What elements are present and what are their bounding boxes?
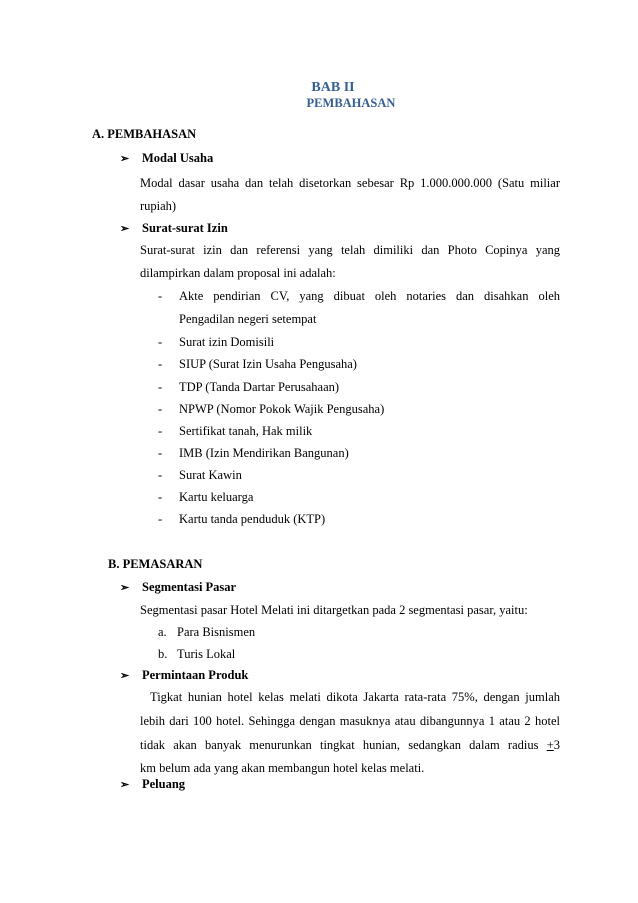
list-dash: - bbox=[158, 289, 163, 303]
list-dash: - bbox=[158, 357, 163, 371]
segmentasi-item-a: Para Bisnismen bbox=[177, 625, 256, 639]
modal-usaha-line1: Modal dasar usaha dan telah disetorkan sebesar Rp 1.000.000.000 (Satu miliar bbox=[140, 176, 560, 190]
list-dash: - bbox=[158, 490, 163, 504]
izin-item-6: Sertifikat tanah, Hak milik bbox=[179, 424, 313, 438]
segmentasi-item-b-label: b. bbox=[158, 647, 168, 661]
peluang-title: Peluang bbox=[142, 777, 186, 791]
arrow-bullet-icon: ➢ bbox=[120, 153, 130, 165]
permintaan-line1: Tigkat hunian hotel kelas melati dikota Jakarta rata-rata 75%, dengan jumlah bbox=[150, 690, 560, 704]
list-dash: - bbox=[158, 424, 163, 438]
radius-value: 3 bbox=[553, 738, 560, 752]
izin-item-8: Surat Kawin bbox=[179, 468, 242, 482]
arrow-bullet-icon: ➢ bbox=[120, 670, 130, 682]
izin-item-7: IMB (Izin Mendirikan Bangunan) bbox=[179, 446, 349, 460]
izin-item-1-cont: Pengadilan negeri setempat bbox=[179, 312, 317, 326]
izin-item-4: TDP (Tanda Dartar Perusahaan) bbox=[179, 380, 340, 394]
section-a-heading: A. PEMBAHASAN bbox=[92, 127, 197, 141]
section-b-heading: B. PEMASARAN bbox=[108, 557, 203, 571]
arrow-bullet-icon: ➢ bbox=[120, 582, 130, 594]
list-dash: - bbox=[158, 402, 163, 416]
surat-izin-line2: dilampirkan dalam proposal ini adalah: bbox=[140, 266, 336, 280]
permintaan-line3-text: tidak akan banyak menurunkan tingkat hunian, sedangkan dalam radius bbox=[140, 738, 547, 752]
arrow-bullet-icon: ➢ bbox=[120, 223, 130, 235]
plus-minus-sign: + bbox=[546, 738, 554, 752]
list-dash: - bbox=[158, 512, 163, 526]
list-dash: - bbox=[158, 446, 163, 460]
izin-item-10: Kartu tanda penduduk (KTP) bbox=[179, 512, 326, 526]
permintaan-line4: km belum ada yang akan membangun hotel kelas melati. bbox=[140, 761, 425, 775]
modal-usaha-heading bbox=[120, 151, 213, 166]
peluang-heading bbox=[120, 777, 185, 792]
surat-izin-line1: Surat-surat izin dan referensi yang telah dimiliki dan Photo Copinya yang bbox=[140, 243, 560, 257]
izin-item-3: SIUP (Surat Izin Usaha Pengusaha) bbox=[179, 357, 357, 371]
list-dash: - bbox=[158, 335, 163, 349]
segmentasi-heading bbox=[120, 580, 236, 595]
permintaan-title: Permintaan Produk bbox=[142, 668, 249, 682]
segmentasi-title: Segmentasi Pasar bbox=[142, 580, 237, 594]
chapter-subtitle: PEMBAHASAN bbox=[306, 96, 396, 110]
surat-izin-title: Surat-surat Izin bbox=[142, 221, 228, 235]
chapter-title: BAB II bbox=[311, 80, 355, 95]
segmentasi-item-a-label: a. bbox=[158, 625, 167, 639]
segmentasi-line1: Segmentasi pasar Hotel Melati ini ditargetkan pada 2 segmentasi pasar, yaitu: bbox=[140, 603, 528, 617]
surat-izin-heading bbox=[120, 221, 228, 236]
modal-usaha-line2: rupiah) bbox=[140, 199, 177, 213]
izin-item-9: Kartu keluarga bbox=[179, 490, 254, 504]
permintaan-heading bbox=[120, 668, 248, 683]
permintaan-line2: lebih dari 100 hotel. Sehingga dengan masuknya atau dibangunnya 1 atau 2 hotel bbox=[140, 714, 560, 728]
izin-item-2: Surat izin Domisili bbox=[179, 335, 275, 349]
arrow-bullet-icon: ➢ bbox=[120, 779, 130, 791]
permintaan-line3 bbox=[140, 738, 560, 753]
list-dash: - bbox=[158, 380, 163, 394]
modal-usaha-title: Modal Usaha bbox=[142, 151, 214, 165]
segmentasi-item-b: Turis Lokal bbox=[177, 647, 236, 661]
list-dash: - bbox=[158, 468, 163, 482]
izin-item-5: NPWP (Nomor Pokok Wajik Pengusaha) bbox=[179, 402, 385, 416]
izin-item-1: Akte pendirian CV, yang dibuat oleh notaries dan disahkan oleh bbox=[179, 289, 560, 303]
